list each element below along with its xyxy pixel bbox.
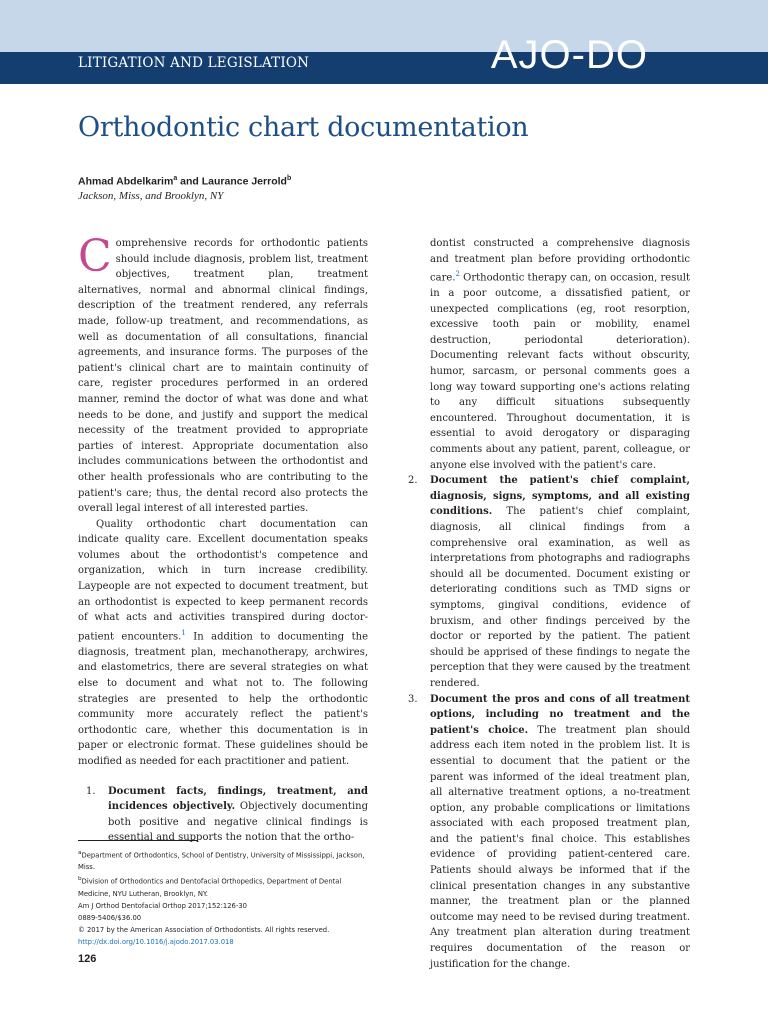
paragraph bbox=[400, 236, 690, 473]
list-item-heading: Document the patient's chief complaint, diagnosis, signs, symptoms, and all existing conditions. bbox=[430, 475, 690, 518]
paragraph-text: In addition to documenting the diagnosis, treatment plan, mechanotherapy, archwires, and elastometrics, there are several strategies on what else to document and what not to. The following strategies are presented to help the orthodontic community more accurately reflect the patient's orthodontic care, whether this documentation is in paper or electronic format. These guidelines should be modified as needed for each practitioner and patient. bbox=[78, 631, 368, 767]
list-item bbox=[400, 473, 690, 691]
strategy-list bbox=[78, 784, 368, 846]
list-item-heading: Document facts, findings, treatment, and incidences objectively. bbox=[108, 785, 368, 813]
list-number: 3. bbox=[408, 693, 418, 705]
list-item-text: The treatment plan should address each item noted in the problem list. It is essential to document that the patient or the parent was informed of the ideal treatment plan, all alternative treatment options, a no-treatment option, any probable complications or limitations associated with each proposed treatment plan, and the patient's final choice. This establishes evidence of providing patient-centered care. Patients should always be informed that if the clinical presentation changes in any substantive manner, the treatment plan or the planned outcome may need to be revised during treatment. Any treatment plan alteration during treatment requires documentation of the reason or justification for the change. bbox=[430, 724, 691, 970]
copyright: © 2017 by the American Association of Orthodontists. All rights reserved. bbox=[78, 926, 330, 935]
paragraph bbox=[78, 231, 368, 517]
list-item bbox=[78, 784, 368, 846]
doi-link[interactable]: http://dx.doi.org/10.1016/j.ajodo.2017.03.018 bbox=[78, 938, 234, 947]
citation: Am J Orthod Dentofacial Orthop 2017;152:126-30 bbox=[78, 901, 247, 910]
affiliation-marker: a bbox=[173, 175, 178, 182]
list-item bbox=[400, 692, 690, 973]
list-item-text: Objectively documenting both positive and negative clinical findings is essential and supports the notion that the ortho- bbox=[108, 801, 368, 844]
list-number: 1. bbox=[86, 785, 96, 797]
paragraph-text: Quality orthodontic chart documentation can indicate quality care. Excellent documentation speaks volumes about the orthodontist's competence and organization, which in turn increase credibility. Laypeople are not expected to document treatment, but an orthodontist is expected to keep permanent records of what acts and activities transpired during doctor-patient encounters. bbox=[78, 518, 368, 643]
right-column bbox=[400, 236, 690, 972]
author-name: Laurance Jerrold bbox=[201, 175, 287, 188]
issn: 0889-5406/$36.00 bbox=[78, 914, 142, 922]
article-title: Orthodontic chart documentation bbox=[78, 112, 529, 143]
footnotes bbox=[78, 847, 370, 948]
footnote-text: Department of Orthodontics, School of Dentistry, University of Mississippi, Jackson, Miss. bbox=[78, 851, 365, 872]
left-column bbox=[78, 231, 368, 846]
list-item-text: The patient's chief complaint, diagnosis, all clinical findings from a comprehensive oral examination, as well as interpretations from photographs and radiographs should all be documented. Document existing or deteriorating conditions such as TMD signs or symptoms, gingival conditions, evidence of bruxism, and other findings perceived by the doctor or reported by the patient. The patient should be apprised of these findings to negate the perception that they were caused by the treatment rendered. bbox=[430, 506, 690, 689]
footnote-affiliation-a bbox=[78, 847, 370, 873]
journal-logo: AJO-DO bbox=[490, 33, 648, 77]
drop-cap: C bbox=[78, 231, 112, 282]
reference-link[interactable]: 1 bbox=[181, 628, 186, 637]
footnote-divider bbox=[78, 840, 198, 841]
paragraph-text: Orthodontic therapy can, on occasion, result in a poor outcome, a dissatisfied patient, or unexpected complications (eg, root resorption, excessive tooth pain or mobility, enamel destruction, periodontal deterioration). Documenting relevant facts without obscurity, humor, sarcasm, or personal comments goes a long way toward supporting one's actions relating to any difficult situations subsequently encountered. Throughout documentation, it is essential to avoid derogatory or disparaging comments about any patient, parent, colleague, or anyone else involved with the patient's care. bbox=[430, 272, 690, 471]
affiliation-marker: b bbox=[78, 876, 82, 883]
author-conjunction: and bbox=[177, 175, 202, 188]
footnote-affiliation-b bbox=[78, 873, 370, 899]
author-line bbox=[78, 175, 291, 188]
header-top-band bbox=[0, 0, 768, 52]
affiliation-marker: b bbox=[286, 175, 292, 182]
author-name: Ahmad Abdelkarim bbox=[78, 175, 174, 188]
author-location: Jackson, Miss, and Brooklyn, NY bbox=[78, 190, 224, 202]
section-label: LITIGATION AND LEGISLATION bbox=[78, 55, 310, 71]
reference-link[interactable]: 2 bbox=[455, 270, 460, 279]
strategy-list bbox=[400, 473, 690, 972]
paragraph bbox=[78, 517, 368, 770]
affiliation-marker: a bbox=[78, 850, 82, 856]
paragraph-text: dontist constructed a comprehensive diagnosis and treatment plan before providing orthodontic care. bbox=[430, 238, 690, 284]
page-number: 126 bbox=[78, 953, 97, 965]
footnote-text: Division of Orthodontics and Dentofacial Orthopedics, Department of Dental Medicine, NYU Lutheran, Brooklyn, NY. bbox=[78, 877, 342, 898]
list-item-heading: Document the pros and cons of all treatment options, including no treatment and the patient's choice. bbox=[430, 693, 690, 736]
list-number: 2. bbox=[408, 475, 418, 487]
paragraph-text: omprehensive records for orthodontic patients should include diagnosis, problem list, treatment objectives, treatment plan, treatment alternatives, normal and abnormal clinical findings, description of the treatment rendered, any referrals made, follow-up treatment, and recommendations, as well as documentation of all consultations, financial agreements, and insurance forms. The purposes of the patient's clinical chart are to maintain continuity of care, register procedures performed in an ordered manner, remind the doctor of what was done and what needs to be done, and justify and support the medical necessity of the treatment provided to appropriate parties of interest. Appropriate documentation also includes communications between the orthodontist and other health professionals who are contributing to the patient's care; thus, the dental record also protects the overall legal interest of all interested parties. bbox=[78, 238, 368, 515]
